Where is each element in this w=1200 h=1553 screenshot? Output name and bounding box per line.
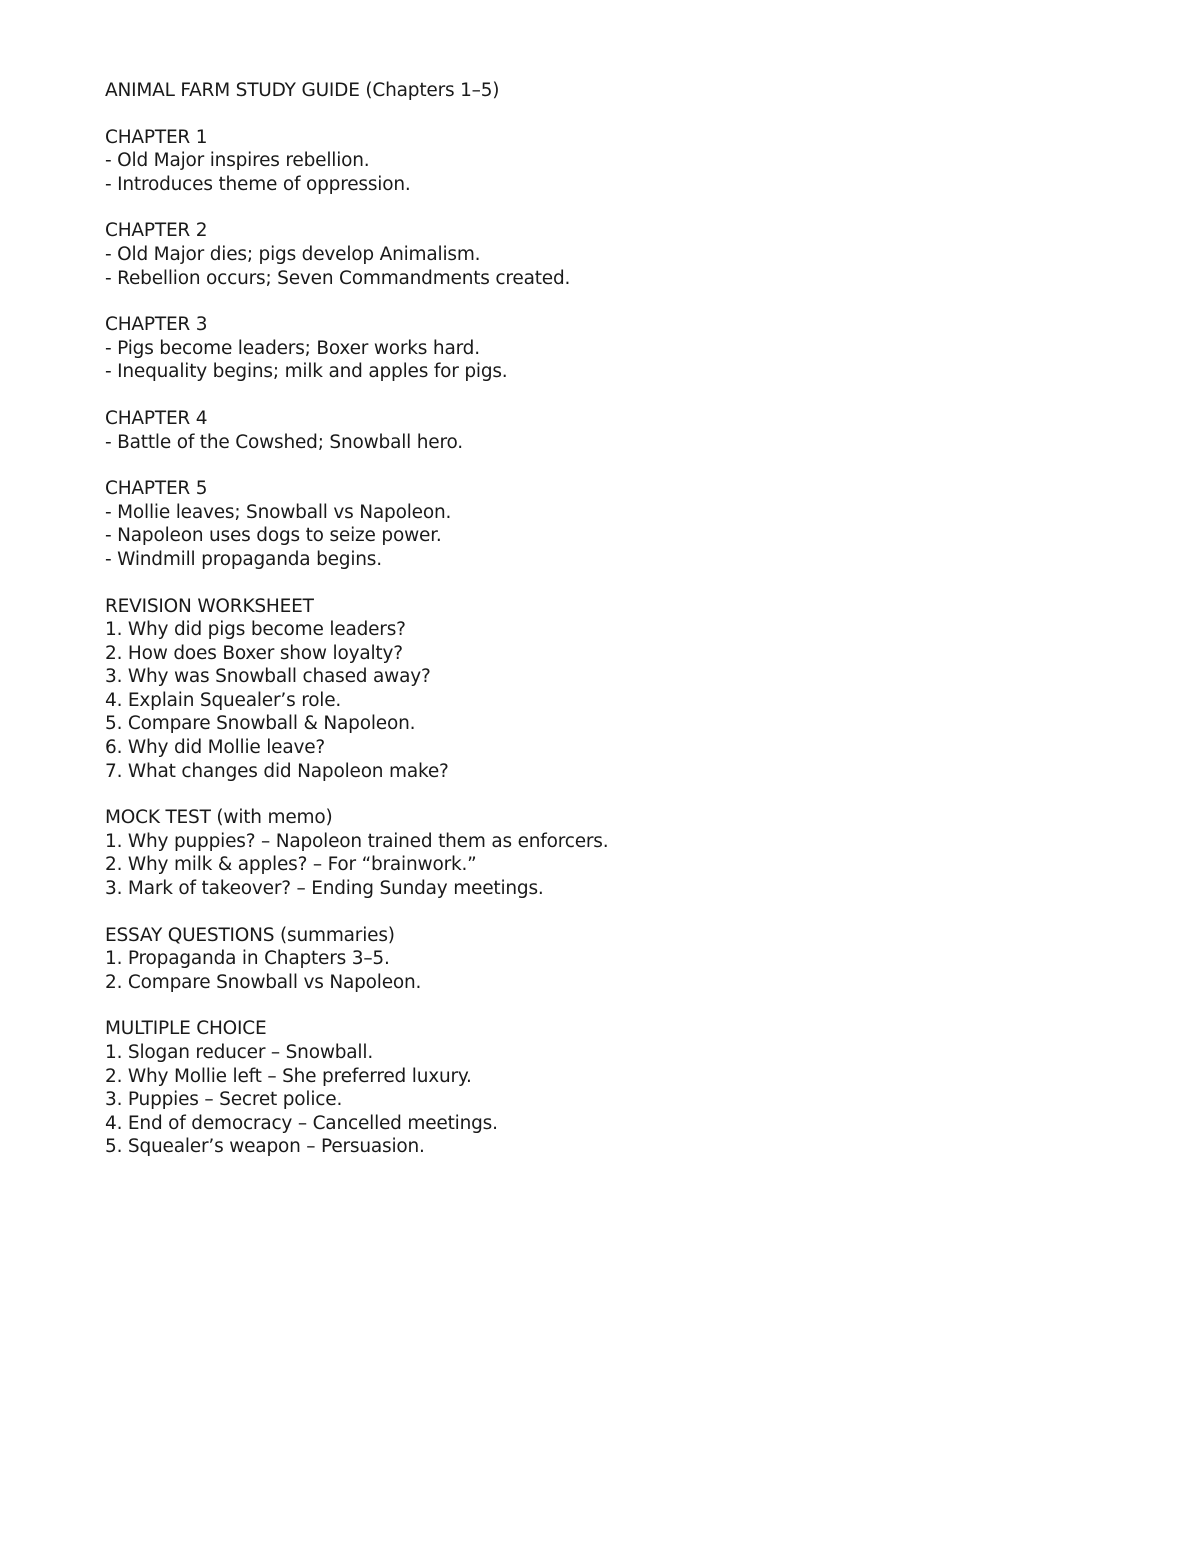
section-line: 2. How does Boxer show loyalty? (105, 642, 403, 664)
section-line: - Inequality begins; milk and apples for pigs. (105, 361, 508, 383)
section-line: 2. Compare Snowball vs Napoleon. (105, 971, 422, 993)
section-line: 5. Squealer’s weapon – Persuasion. (105, 1136, 425, 1158)
section-line: 6. Why did Mollie leave? (105, 737, 326, 759)
section-line: 2. Why milk & apples? – For “brainwork.” (105, 854, 477, 876)
section-heading: CHAPTER 1 (105, 126, 208, 148)
section-line: 1. Propaganda in Chapters 3–5. (105, 948, 390, 970)
section-line: 2. Why Mollie left – She preferred luxury. (105, 1065, 472, 1087)
section-chapter-1 (105, 126, 1105, 197)
section-heading: ESSAY QUESTIONS (summaries) (105, 924, 395, 946)
document-title: ANIMAL FARM STUDY GUIDE (Chapters 1–5) (105, 80, 500, 101)
title-block (105, 79, 1105, 103)
section-line: - Napoleon uses dogs to seize power. (105, 525, 442, 547)
section-heading: CHAPTER 4 (105, 407, 208, 429)
section-line: 1. Why did pigs become leaders? (105, 619, 406, 641)
section-chapter-2 (105, 219, 1105, 290)
section-heading: MULTIPLE CHOICE (105, 1018, 267, 1040)
section-mock-test (105, 806, 1105, 900)
section-line: 4. Explain Squealer’s role. (105, 689, 342, 711)
section-essay-questions (105, 924, 1105, 995)
section-chapter-5 (105, 477, 1105, 571)
section-line: 7. What changes did Napoleon make? (105, 760, 449, 782)
section-line: - Old Major dies; pigs develop Animalism. (105, 243, 481, 265)
section-heading: MOCK TEST (with memo) (105, 807, 333, 829)
section-line: - Pigs become leaders; Boxer works hard. (105, 337, 480, 359)
section-chapter-3 (105, 313, 1105, 384)
section-line: 3. Mark of takeover? – Ending Sunday meetings. (105, 878, 544, 900)
section-line: - Battle of the Cowshed; Snowball hero. (105, 431, 463, 453)
section-line: 3. Puppies – Secret police. (105, 1089, 343, 1111)
section-line: - Mollie leaves; Snowball vs Napoleon. (105, 501, 452, 523)
section-line: 5. Compare Snowball & Napoleon. (105, 713, 416, 735)
section-line: - Windmill propaganda begins. (105, 548, 382, 570)
section-line: - Old Major inspires rebellion. (105, 150, 370, 172)
section-revision-worksheet (105, 595, 1105, 784)
document-body (105, 79, 1105, 1182)
section-line: 1. Why puppies? – Napoleon trained them as enforcers. (105, 830, 609, 852)
section-line: 1. Slogan reducer – Snowball. (105, 1042, 373, 1063)
section-line: - Introduces theme of oppression. (105, 173, 411, 195)
section-chapter-4 (105, 407, 1105, 454)
section-heading: CHAPTER 5 (105, 478, 208, 500)
section-heading: CHAPTER 3 (105, 314, 208, 336)
section-line: 4. End of democracy – Cancelled meetings. (105, 1112, 498, 1134)
section-heading: REVISION WORKSHEET (105, 595, 314, 617)
section-multiple-choice (105, 1017, 1105, 1159)
section-heading: CHAPTER 2 (105, 220, 208, 242)
section-line: - Rebellion occurs; Seven Commandments created. (105, 267, 571, 289)
section-line: 3. Why was Snowball chased away? (105, 666, 431, 688)
